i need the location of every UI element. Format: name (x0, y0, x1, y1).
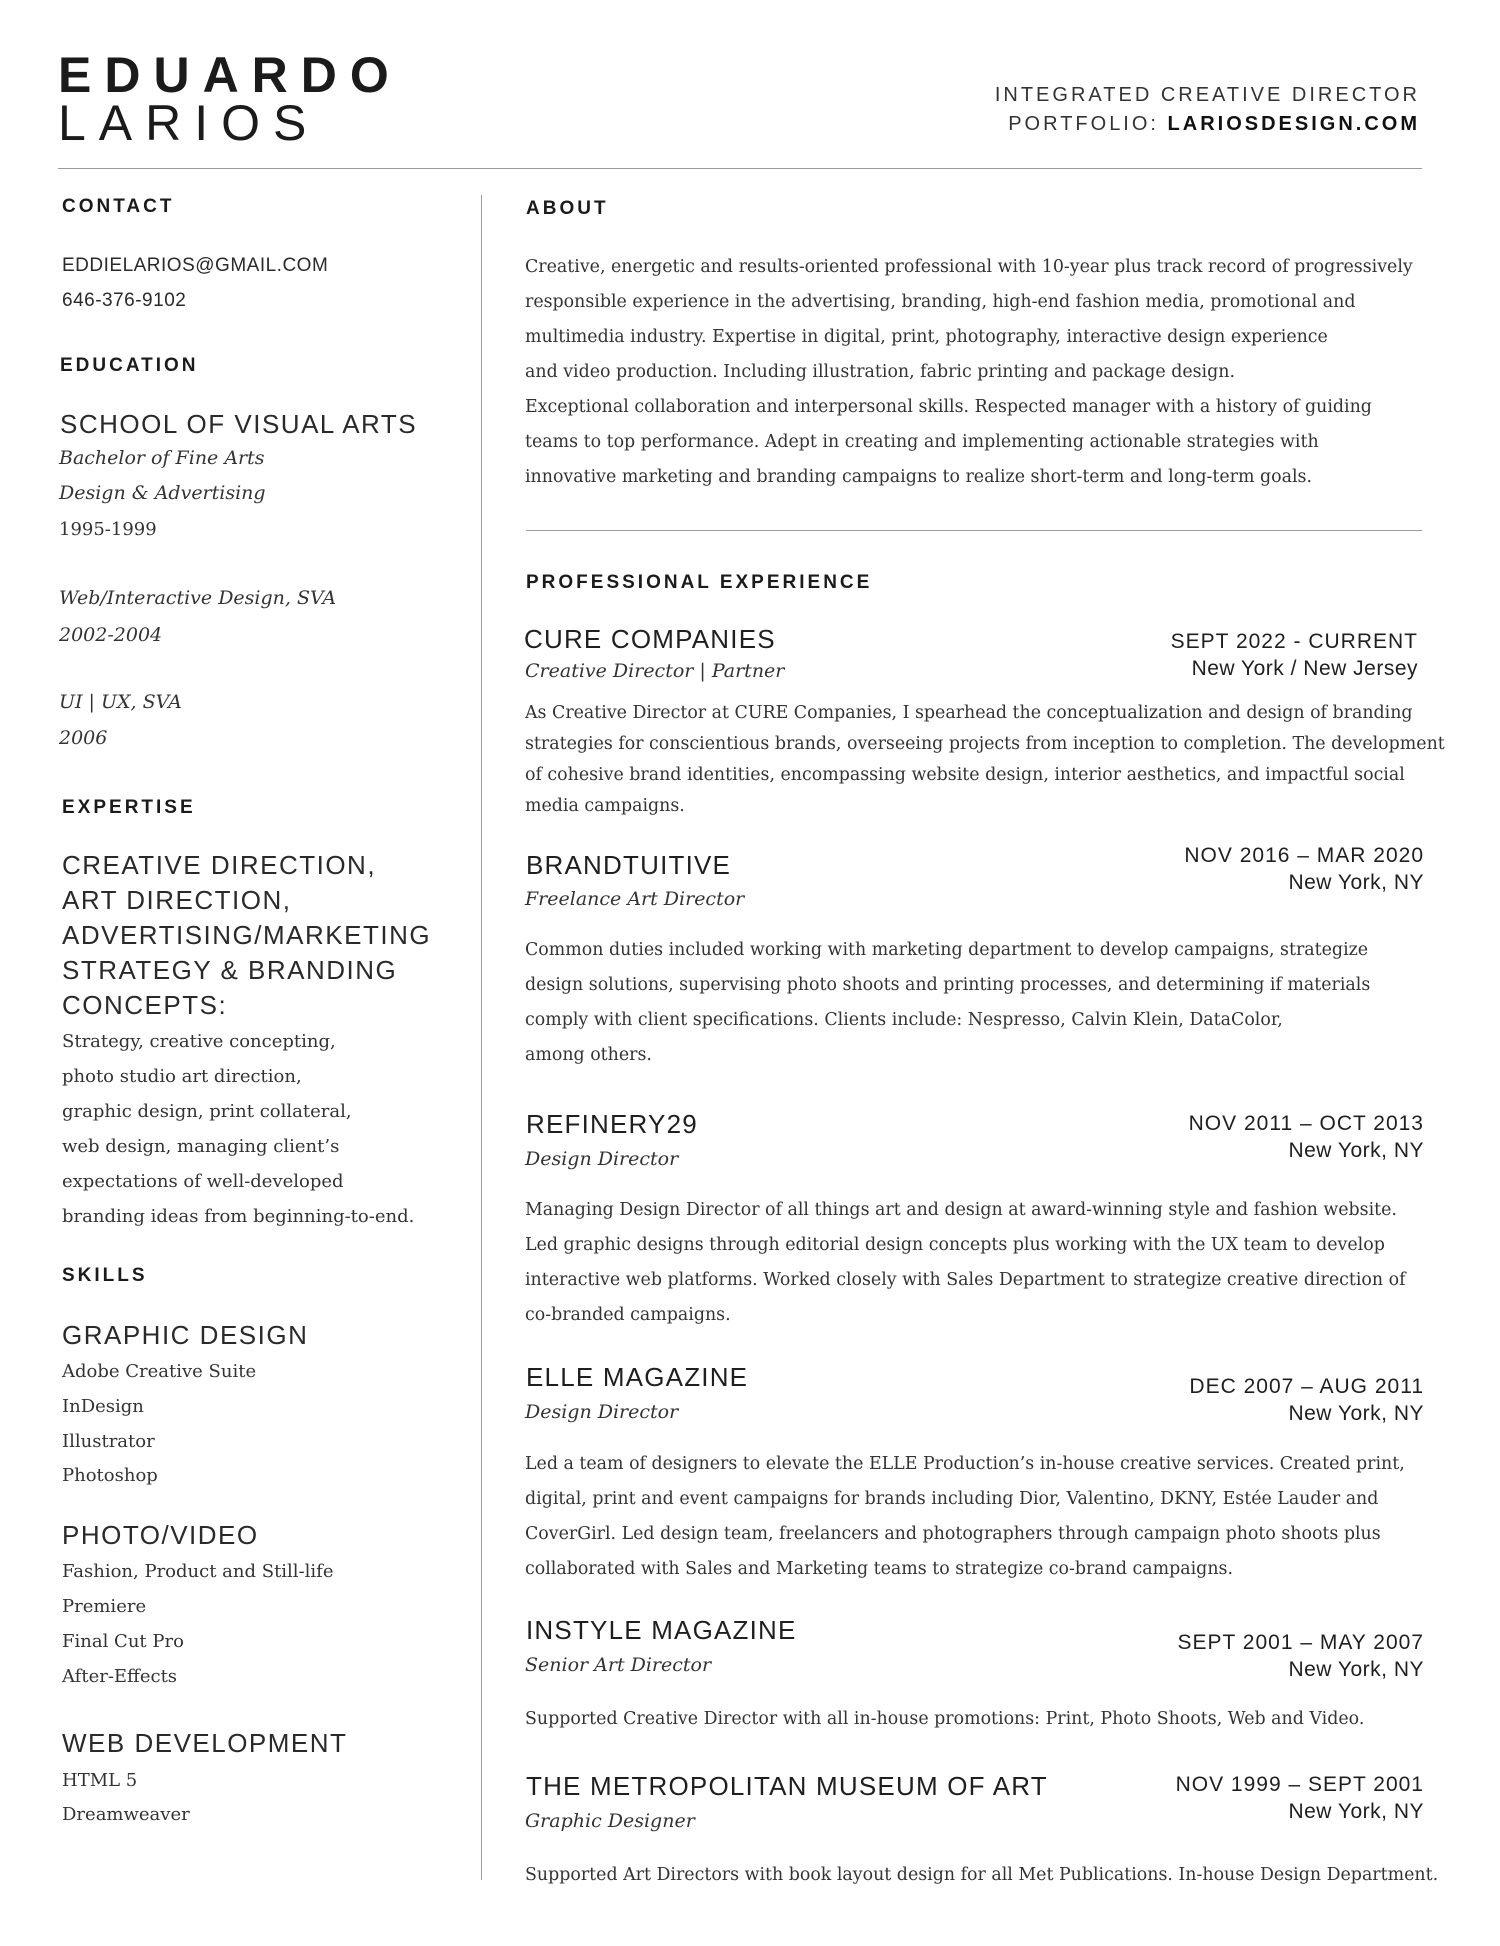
header-divider (58, 168, 1422, 169)
job-company: REFINERY29 (526, 1109, 698, 1139)
last-name: LARIOS (58, 95, 320, 151)
skills-heading: SKILLS (62, 1265, 148, 1286)
skill-item: Dreamweaver (62, 1804, 190, 1825)
job-desc-line: design solutions, supervising photo shoots and printing processes, and determining if materials (525, 975, 1371, 995)
portfolio-line (1008, 114, 1420, 134)
job-role: Freelance Art Director (525, 888, 745, 910)
job-dates: DEC 2007 – AUG 2011 (1189, 1375, 1424, 1398)
job-location: New York, NY (1288, 1658, 1424, 1681)
job-desc-line: media campaigns. (525, 796, 685, 816)
job-desc-line: digital, print and event campaigns for brands including Dior, Valentino, DKNY, Estée Lauder and (525, 1489, 1379, 1509)
job-company: ELLE MAGAZINE (526, 1362, 749, 1392)
skill-item: Premiere (62, 1596, 147, 1617)
skill-item: After-Effects (62, 1666, 178, 1687)
major: Design & Advertising (59, 482, 266, 504)
about-divider (526, 530, 1422, 531)
portfolio-link[interactable]: LARIOSDESIGN.COM (1167, 113, 1420, 135)
portfolio-label: PORTFOLIO: (1008, 113, 1159, 135)
job-role: Design Director (525, 1148, 679, 1170)
school-name: SCHOOL OF VISUAL ARTS (60, 409, 418, 439)
about-line: Exceptional collaboration and interpersonal skills. Respected manager with a history of guiding (525, 397, 1372, 417)
job-role: Graphic Designer (525, 1810, 695, 1832)
expertise-line: ADVERTISING/MARKETING (62, 920, 432, 950)
skill-group-title: PHOTO/VIDEO (62, 1520, 259, 1550)
job-desc-line: strategies for conscientious brands, overseeing projects from inception to completion. The development (525, 734, 1445, 754)
skill-item: Adobe Creative Suite (62, 1361, 257, 1382)
job-dates: NOV 1999 – SEPT 2001 (1175, 1773, 1424, 1796)
job-location: New York / New Jersey (1191, 657, 1418, 680)
education-program-years: 2002-2004 (59, 624, 163, 646)
expertise-desc-line: graphic design, print collateral, (62, 1101, 352, 1122)
job-desc-line: Supported Art Directors with book layout design for all Met Publications. In-house Design Department. (525, 1865, 1439, 1885)
job-role: Design Director (525, 1401, 679, 1423)
job-role: Creative Director | Partner (525, 660, 785, 682)
first-name: EDUARDO (58, 47, 402, 103)
contact-phone: 646-376-9102 (62, 290, 187, 311)
expertise-desc-line: web design, managing client’s (62, 1136, 340, 1157)
job-desc-line: co-branded campaigns. (525, 1305, 731, 1325)
about-heading: ABOUT (526, 198, 609, 219)
expertise-heading: EXPERTISE (62, 797, 196, 818)
about-line: Creative, energetic and results-oriented professional with 10-year plus track record of progressively (525, 257, 1413, 277)
about-line: multimedia industry. Expertise in digital, print, photography, interactive design experience (525, 327, 1328, 347)
skill-item: Final Cut Pro (62, 1631, 184, 1652)
experience-heading: PROFESSIONAL EXPERIENCE (526, 572, 873, 593)
expertise-line: CREATIVE DIRECTION, (62, 850, 377, 880)
job-company: INSTYLE MAGAZINE (526, 1615, 797, 1645)
job-company: THE METROPOLITAN MUSEUM OF ART (526, 1771, 1048, 1801)
expertise-desc-line: photo studio art direction, (62, 1066, 302, 1087)
job-location: New York, NY (1288, 1800, 1424, 1823)
expertise-areas (62, 848, 462, 1023)
degree: Bachelor of Fine Arts (59, 447, 265, 469)
about-line: responsible experience in the advertising, branding, high-end fashion media, promotional and (525, 292, 1356, 312)
job-desc-line: among others. (525, 1045, 652, 1065)
skill-item: Illustrator (62, 1431, 155, 1452)
job-dates: NOV 2011 – OCT 2013 (1188, 1112, 1424, 1135)
expertise-desc-line: Strategy, creative concepting, (62, 1031, 336, 1052)
job-desc-line: CoverGirl. Led design team, freelancers and photographers through campaign photo shoots plus (525, 1524, 1381, 1544)
job-desc-line: Led a team of designers to elevate the ELLE Production’s in-house creative services. Created print, (525, 1454, 1405, 1474)
expertise-line: ART DIRECTION, (62, 885, 292, 915)
job-desc-line: Managing Design Director of all things art and design at award-winning style and fashion website. (525, 1200, 1397, 1220)
job-role: Senior Art Director (525, 1654, 712, 1676)
job-company: CURE COMPANIES (524, 624, 776, 654)
degree-years: 1995-1999 (59, 519, 157, 540)
job-desc-line: Supported Creative Director with all in-house promotions: Print, Photo Shoots, Web and Video. (525, 1709, 1365, 1729)
job-location: New York, NY (1288, 1139, 1424, 1162)
job-dates: NOV 2016 – MAR 2020 (1184, 844, 1424, 867)
job-desc-line: Led graphic designs through editorial design concepts plus working with the UX team to develop (525, 1235, 1385, 1255)
skill-item: InDesign (62, 1396, 144, 1417)
job-desc-line: As Creative Director at CURE Companies, I spearhead the conceptualization and design of branding (525, 703, 1413, 723)
skill-item: Fashion, Product and Still-life (62, 1561, 334, 1582)
job-desc-line: of cohesive brand identities, encompassing website design, interior aesthetics, and impactful social (525, 765, 1405, 785)
expertise-desc-line: branding ideas from beginning-to-end. (62, 1206, 415, 1227)
contact-heading: CONTACT (62, 196, 175, 217)
education-program: UI | UX, SVA (59, 691, 182, 713)
job-dates: SEPT 2022 - CURRENT (1170, 630, 1418, 653)
contact-email[interactable]: EDDIELARIOS@GMAIL.COM (62, 255, 329, 276)
education-program: Web/Interactive Design, SVA (59, 587, 337, 609)
job-desc-line: collaborated with Sales and Marketing teams to strategize co-brand campaigns. (525, 1559, 1233, 1579)
skill-group-title: WEB DEVELOPMENT (62, 1728, 348, 1758)
job-desc-line: comply with client specifications. Clients include: Nespresso, Calvin Klein, DataColor, (525, 1010, 1283, 1030)
expertise-line: CONCEPTS: (62, 990, 228, 1020)
expertise-description (62, 1024, 462, 1234)
skill-item: Photoshop (62, 1465, 158, 1486)
about-line: and video production. Including illustration, fabric printing and package design. (525, 362, 1235, 382)
education-program-years: 2006 (59, 727, 108, 749)
column-divider (481, 195, 482, 1880)
skill-item: HTML 5 (62, 1770, 138, 1791)
job-desc-line: Common duties included working with marketing department to develop campaigns, strategize (525, 940, 1369, 960)
job-company: BRANDTUITIVE (526, 850, 732, 880)
job-location: New York, NY (1288, 1402, 1424, 1425)
about-line: innovative marketing and branding campaigns to realize short-term and long-term goals. (525, 467, 1312, 487)
skill-group-title: GRAPHIC DESIGN (62, 1320, 309, 1350)
expertise-desc-line: expectations of well-developed (62, 1171, 344, 1192)
job-location: New York, NY (1288, 871, 1424, 894)
education-heading: EDUCATION (60, 355, 199, 376)
job-dates: SEPT 2001 – MAY 2007 (1177, 1631, 1424, 1654)
about-line: teams to top performance. Adept in creating and implementing actionable strategies with (525, 432, 1319, 452)
job-desc-line: interactive web platforms. Worked closely with Sales Department to strategize creative direction of (525, 1270, 1406, 1290)
job-title: INTEGRATED CREATIVE DIRECTOR (994, 84, 1420, 106)
expertise-line: STRATEGY & BRANDING (62, 955, 398, 985)
